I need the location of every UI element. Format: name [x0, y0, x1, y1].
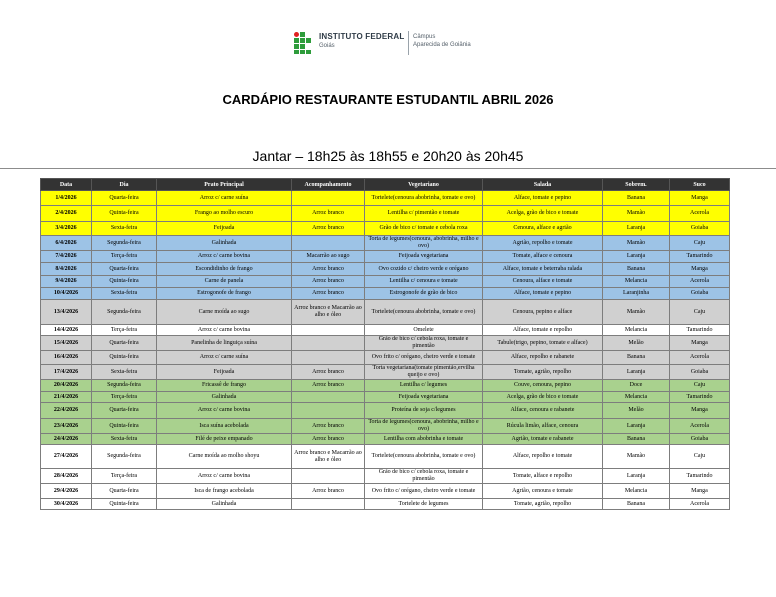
- table-cell: Tortelete de legumes: [365, 499, 483, 510]
- table-cell: Tomate, agrião, repolho: [483, 365, 603, 380]
- table-cell: Segunda-feira: [92, 445, 157, 469]
- table-cell: Tortelete(cenoura abobrinha, tomate e ovo): [365, 445, 483, 469]
- table-cell: Laranja: [603, 251, 670, 263]
- table-cell: 16/4/2026: [41, 351, 92, 365]
- table-cell: Feijoada vegetariana: [365, 392, 483, 403]
- table-cell: Acelga, grão de bico e tomate: [483, 392, 603, 403]
- table-cell: Frango ao molho escuro: [157, 206, 292, 222]
- table-cell: Laranja: [603, 365, 670, 380]
- table-cell: Alface, tomate e repolho: [483, 325, 603, 336]
- table-cell: Arroz branco: [292, 276, 365, 288]
- table-cell: Laranja: [603, 469, 670, 484]
- table-cell: Laranjinha: [603, 288, 670, 300]
- institution-name: INSTITUTO FEDERAL: [319, 32, 405, 41]
- table-cell: Ovo cozido c/ cheiro verde e orégano: [365, 263, 483, 276]
- table-cell: Alface, cenoura e rabanete: [483, 403, 603, 419]
- table-cell: Tortelete(cenoura abobrinha, tomate e ovo): [365, 300, 483, 325]
- table-cell: [292, 191, 365, 206]
- table-cell: Cenoura, pepino e alface: [483, 300, 603, 325]
- table-cell: Omelete: [365, 325, 483, 336]
- table-cell: Manga: [670, 403, 730, 419]
- table-cell: 21/4/2026: [41, 392, 92, 403]
- table-cell: Caju: [670, 380, 730, 392]
- table-row: [41, 300, 730, 325]
- table-cell: Alface, tomate e pepino: [483, 288, 603, 300]
- table-cell: Arroz c/ carne suína: [157, 351, 292, 365]
- table-cell: 13/4/2026: [41, 300, 92, 325]
- table-cell: [292, 499, 365, 510]
- table-cell: Quinta-feira: [92, 206, 157, 222]
- table-cell: Acerola: [670, 276, 730, 288]
- table-cell: Banana: [603, 351, 670, 365]
- table-cell: Goiaba: [670, 365, 730, 380]
- table-cell: Estrogonofe de grão de bico: [365, 288, 483, 300]
- table-cell: Banana: [603, 499, 670, 510]
- table-cell: Feijoada: [157, 222, 292, 236]
- table-cell: Mamão: [603, 445, 670, 469]
- table-row: [41, 325, 730, 336]
- table-cell: Panelinha de linguiça suína: [157, 336, 292, 351]
- table-body: [41, 191, 730, 510]
- table-cell: Melão: [603, 403, 670, 419]
- table-cell: Escondidinho de frango: [157, 263, 292, 276]
- table-cell: Terça-feira: [92, 392, 157, 403]
- table-cell: Tomate, alface e repolho: [483, 469, 603, 484]
- table-cell: Agrião, cenoura e tomate: [483, 484, 603, 499]
- institution-state: Goiás: [319, 43, 335, 49]
- table-cell: Quinta-feira: [92, 276, 157, 288]
- table-cell: Proteína de soja c/legumes: [365, 403, 483, 419]
- table-cell: Quinta-feira: [92, 419, 157, 434]
- table-cell: Quarta-feira: [92, 191, 157, 206]
- table-cell: Terça-feira: [92, 469, 157, 484]
- table-cell: Feijoada vegetariana: [365, 251, 483, 263]
- table-cell: Manga: [670, 484, 730, 499]
- table-cell: Rúcula limão, alface, cenoura: [483, 419, 603, 434]
- table-cell: Melancia: [603, 392, 670, 403]
- table-cell: 10/4/2026: [41, 288, 92, 300]
- table-row: [41, 469, 730, 484]
- table-row: [41, 263, 730, 276]
- table-cell: Tamarindo: [670, 251, 730, 263]
- table-cell: Goiaba: [670, 222, 730, 236]
- table-cell: 14/4/2026: [41, 325, 92, 336]
- page-title: CARDÁPIO RESTAURANTE ESTUDANTIL ABRIL 2026: [222, 92, 554, 107]
- table-cell: Sexta-feira: [92, 288, 157, 300]
- column-header: Dia: [92, 179, 157, 191]
- table-cell: Galinhada: [157, 499, 292, 510]
- table-cell: Melancia: [603, 276, 670, 288]
- table-cell: Estrogonofe de frango: [157, 288, 292, 300]
- table-cell: Carne moída ao sugo: [157, 300, 292, 325]
- table-cell: 27/4/2026: [41, 445, 92, 469]
- table-cell: Banana: [603, 434, 670, 445]
- column-header: Prato Principal: [157, 179, 292, 191]
- table-cell: Laranja: [603, 222, 670, 236]
- table-cell: Alface, tomate e beterraba ralada: [483, 263, 603, 276]
- table-cell: Lentilha c/ legumes: [365, 380, 483, 392]
- table-cell: Acerola: [670, 351, 730, 365]
- table-cell: Arroz c/ carne bovina: [157, 469, 292, 484]
- table-row: [41, 351, 730, 365]
- table-cell: Galinhada: [157, 392, 292, 403]
- table-cell: Cenoura, alface e agrião: [483, 222, 603, 236]
- table-cell: Fricassê de frango: [157, 380, 292, 392]
- table-cell: Arroz c/ carne bovina: [157, 325, 292, 336]
- table-cell: Lentilha c/ cenoura e tomate: [365, 276, 483, 288]
- table-cell: Carne moída ao molho shoyu: [157, 445, 292, 469]
- table-cell: Arroz branco: [292, 419, 365, 434]
- table-cell: Goiaba: [670, 434, 730, 445]
- table-cell: Terça-feira: [92, 251, 157, 263]
- table-cell: Acelga, grão de bico e tomate: [483, 206, 603, 222]
- table-cell: Melancia: [603, 484, 670, 499]
- table-row: [41, 445, 730, 469]
- table-cell: Acerola: [670, 206, 730, 222]
- table-cell: Laranja: [603, 419, 670, 434]
- table-cell: Agrião, tomate e rabanete: [483, 434, 603, 445]
- table-cell: [292, 469, 365, 484]
- table-cell: 6/4/2026: [41, 236, 92, 251]
- table-row: [41, 499, 730, 510]
- table-cell: Arroz branco: [292, 484, 365, 499]
- table-row: [41, 276, 730, 288]
- table-cell: Torta de legumes(cenoura, abobrinha, milho e ovo): [365, 236, 483, 251]
- table-cell: Arroz branco: [292, 288, 365, 300]
- table-cell: Arroz branco e Macarrão ao alho e óleo: [292, 445, 365, 469]
- table-cell: Tortelete(cenoura abobrinha, tomate e ovo): [365, 191, 483, 206]
- table-cell: [292, 336, 365, 351]
- table-cell: Quarta-feira: [92, 403, 157, 419]
- table-cell: 17/4/2026: [41, 365, 92, 380]
- table-cell: 15/4/2026: [41, 336, 92, 351]
- table-row: [41, 236, 730, 251]
- column-header: Sobrem.: [603, 179, 670, 191]
- table-row: [41, 365, 730, 380]
- table-cell: 22/4/2026: [41, 403, 92, 419]
- table-cell: Doce: [603, 380, 670, 392]
- column-header: Acompanhamento: [292, 179, 365, 191]
- table-row: [41, 419, 730, 434]
- table-cell: Ovo frito c/ orégano, cheiro verde e tomate: [365, 484, 483, 499]
- table-cell: [292, 403, 365, 419]
- table-cell: Melancia: [603, 325, 670, 336]
- campus-label: Câmpus: [413, 34, 436, 40]
- table-cell: Lentilha com abobrinha e tomate: [365, 434, 483, 445]
- column-header: Data: [41, 179, 92, 191]
- table-cell: 3/4/2026: [41, 222, 92, 236]
- table-cell: Sexta-feira: [92, 222, 157, 236]
- table-cell: Arroz c/ carne suína: [157, 191, 292, 206]
- table-cell: 30/4/2026: [41, 499, 92, 510]
- table-cell: Melão: [603, 336, 670, 351]
- meal-schedule: Jantar – 18h25 às 18h55 e 20h20 às 20h45: [252, 148, 524, 164]
- table-cell: Couve, cenoura, pepino: [483, 380, 603, 392]
- table-cell: Grão de bico c/ cebola roxa, tomate e pimentão: [365, 469, 483, 484]
- table-cell: Mamão: [603, 236, 670, 251]
- table-cell: Manga: [670, 336, 730, 351]
- table-cell: Tamarindo: [670, 469, 730, 484]
- table-row: [41, 392, 730, 403]
- table-cell: [292, 392, 365, 403]
- table-cell: Mamão: [603, 300, 670, 325]
- table-cell: Agrião, repolho e tomate: [483, 236, 603, 251]
- logo-divider: [408, 31, 409, 55]
- table-row: [41, 222, 730, 236]
- table-cell: Arroz c/ carne bovina: [157, 403, 292, 419]
- table-cell: 29/4/2026: [41, 484, 92, 499]
- table-cell: 28/4/2026: [41, 469, 92, 484]
- table-cell: Isca suína acebolada: [157, 419, 292, 434]
- table-cell: Grão de bico c/ cebola roxa, tomate e pimentão: [365, 336, 483, 351]
- table-cell: 23/4/2026: [41, 419, 92, 434]
- logo-mark-icon: [294, 32, 314, 54]
- table-cell: Manga: [670, 263, 730, 276]
- table-cell: Acerola: [670, 499, 730, 510]
- table-row: [41, 288, 730, 300]
- table-cell: Quarta-feira: [92, 263, 157, 276]
- table-cell: Ovo frito c/ orégano, cheiro verde e tomate: [365, 351, 483, 365]
- institution-logo: [290, 22, 486, 78]
- table-cell: Quarta-feira: [92, 336, 157, 351]
- table-cell: Feijoada: [157, 365, 292, 380]
- table-cell: Grão de bico c/ tomate e cebola roxa: [365, 222, 483, 236]
- table-cell: Arroz branco: [292, 206, 365, 222]
- table-cell: Arroz branco: [292, 263, 365, 276]
- table-cell: Tamarindo: [670, 392, 730, 403]
- table-cell: Mamão: [603, 206, 670, 222]
- table-row: [41, 206, 730, 222]
- table-cell: Quinta-feira: [92, 499, 157, 510]
- table-cell: 24/4/2026: [41, 434, 92, 445]
- table-cell: Alface, repolho e rabanete: [483, 351, 603, 365]
- table-cell: Caju: [670, 300, 730, 325]
- table-cell: Tabule(trigo, pepino, tomate e alface): [483, 336, 603, 351]
- table-cell: Banana: [603, 263, 670, 276]
- table-row: [41, 336, 730, 351]
- table-cell: [292, 351, 365, 365]
- column-header: Suco: [670, 179, 730, 191]
- campus-name: [413, 33, 471, 49]
- table-cell: Banana: [603, 191, 670, 206]
- table-cell: Sexta-feira: [92, 434, 157, 445]
- table-cell: Arroz c/ carne bovina: [157, 251, 292, 263]
- table-cell: 9/4/2026: [41, 276, 92, 288]
- table-cell: Arroz branco: [292, 222, 365, 236]
- table-cell: Lentilha c/ pimentão e tomate: [365, 206, 483, 222]
- table-cell: Goiaba: [670, 288, 730, 300]
- table-cell: 8/4/2026: [41, 263, 92, 276]
- table-cell: Quinta-feira: [92, 351, 157, 365]
- table-row: [41, 380, 730, 392]
- table-cell: Carne de panela: [157, 276, 292, 288]
- table-cell: 2/4/2026: [41, 206, 92, 222]
- table-row: [41, 484, 730, 499]
- table-cell: Macarrão ao sugo: [292, 251, 365, 263]
- campus-city: Aparecida de Goiânia: [413, 42, 471, 48]
- table-cell: Segunda-feira: [92, 300, 157, 325]
- table-cell: Arroz branco: [292, 380, 365, 392]
- table-cell: Tomate, agrião, repolho: [483, 499, 603, 510]
- column-header: Vegetariano: [365, 179, 483, 191]
- table-cell: Arroz branco: [292, 365, 365, 380]
- table-cell: Caju: [670, 236, 730, 251]
- divider: [0, 168, 776, 169]
- table-header: [41, 179, 730, 191]
- table-cell: 20/4/2026: [41, 380, 92, 392]
- table-cell: Galinhada: [157, 236, 292, 251]
- table-cell: Arroz branco e Macarrão ao alho e óleo: [292, 300, 365, 325]
- table-cell: Tomate, alface e cenoura: [483, 251, 603, 263]
- table-cell: Alface, tomate e pepino: [483, 191, 603, 206]
- table-cell: 1/4/2026: [41, 191, 92, 206]
- table-row: [41, 191, 730, 206]
- column-header: Salada: [483, 179, 603, 191]
- table-row: [41, 434, 730, 445]
- table-cell: Isca de frango acebolada: [157, 484, 292, 499]
- table-cell: Tamarindo: [670, 325, 730, 336]
- table-cell: Torta vegetariana(tomate pimentão,ervilha queijo e ovo): [365, 365, 483, 380]
- table-cell: [292, 236, 365, 251]
- table-cell: Acerola: [670, 419, 730, 434]
- table-cell: Arroz branco: [292, 434, 365, 445]
- table-cell: Torta de legumes(cenoura, abobrinha, milho e ovo): [365, 419, 483, 434]
- table-cell: Cenoura, alface e tomate: [483, 276, 603, 288]
- table-row: [41, 403, 730, 419]
- table-cell: [292, 325, 365, 336]
- table-cell: Segunda-feira: [92, 236, 157, 251]
- table-cell: Alface, repolho e tomate: [483, 445, 603, 469]
- table-cell: Sexta-feira: [92, 365, 157, 380]
- table-cell: Manga: [670, 191, 730, 206]
- table-cell: Terça-feira: [92, 325, 157, 336]
- table-cell: 7/4/2026: [41, 251, 92, 263]
- table-cell: Caju: [670, 445, 730, 469]
- table-cell: Segunda-feira: [92, 380, 157, 392]
- table-cell: Filé de peixe empanado: [157, 434, 292, 445]
- table-row: [41, 251, 730, 263]
- table-cell: Quarta-feira: [92, 484, 157, 499]
- menu-table: [40, 178, 730, 510]
